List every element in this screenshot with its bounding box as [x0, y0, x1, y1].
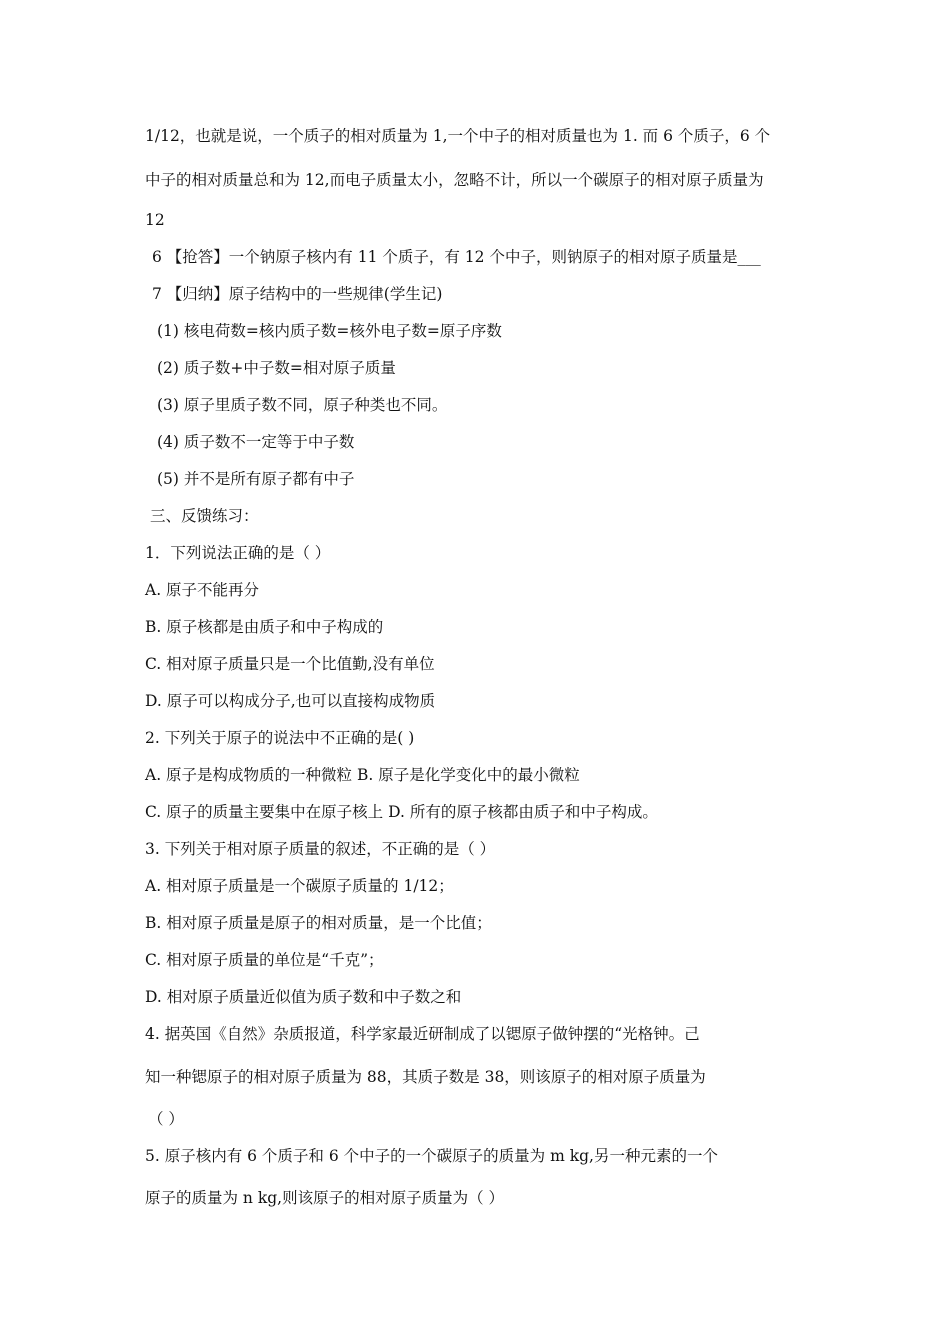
rule-1: (1) 核电荷数=核内质子数=核外电子数=原子序数: [157, 322, 502, 340]
exercise-3-option-a: A. 相对原子质量是一个碳原子质量的 1/12；: [145, 877, 454, 895]
exercise-5-line-1: 5. 原子核内有 6 个质子和 6 个中子的一个碳原子的质量为 m kg,另一种元素的一个: [145, 1147, 718, 1165]
rule-4: (4) 质子数不一定等于中子数: [157, 433, 355, 451]
exercise-2: 2. 下列关于原子的说法中不正确的是( ): [145, 729, 415, 747]
question-6: 6 【抢答】一个钠原子核内有 11 个质子，有 12 个中子，则钠原子的相对原子质量是___: [152, 248, 761, 266]
exercise-4-line-2: 知一种锶原子的相对原子质量为 88，其质子数是 38，则该原子的相对原子质量为: [145, 1068, 706, 1086]
exercise-1-option-c: C. 相对原子质量只是一个比值勤,没有单位: [145, 655, 435, 673]
exercise-3-option-c: C. 相对原子质量的单位是“千克”；: [145, 951, 384, 969]
exercise-2-options-ab: A. 原子是构成物质的一种微粒 B. 原子是化学变化中的最小微粒: [145, 766, 580, 784]
summary-heading: 7 【归纳】原子结构中的一些规律(学生记): [152, 285, 443, 303]
rule-2: (2) 质子数+中子数=相对原子质量: [157, 359, 396, 377]
exercise-1-option-b: B. 原子核都是由质子和中子构成的: [145, 618, 384, 636]
exercise-3-option-d: D. 相对原子质量近似值为质子数和中子数之和: [145, 988, 462, 1006]
rule-3: (3) 原子里质子数不同，原子种类也不同。: [157, 396, 448, 414]
exercise-3: 3. 下列关于相对原子质量的叙述，不正确的是（ ）: [145, 840, 496, 858]
paragraph-line-1: 1/12，也就是说，一个质子的相对质量为 1,一个中子的相对质量也为 1. 而 6 个质子，6 个: [145, 127, 771, 145]
exercise-4-line-1: 4. 据英国《自然》杂质报道，科学家最近研制成了以锶原子做钟摆的“光格钟。己: [145, 1025, 700, 1043]
exercise-4-answer-blank: （ ）: [148, 1110, 184, 1128]
exercise-2-options-cd: C. 原子的质量主要集中在原子核上 D. 所有的原子核都由质子和中子构成。: [145, 803, 658, 821]
paragraph-line-2: 中子的相对质量总和为 12,而电子质量太小，忽略不计，所以一个碳原子的相对原子质量为: [145, 171, 764, 189]
exercise-5-line-2: 原子的质量为 n kg,则该原子的相对原子质量为（ ）: [145, 1189, 505, 1207]
exercise-1-option-a: A. 原子不能再分: [145, 581, 260, 599]
section-heading: 三、反馈练习：: [150, 507, 259, 525]
paragraph-line-3: 12: [145, 211, 165, 229]
exercise-3-option-b: B. 相对原子质量是原子的相对质量，是一个比值；: [145, 914, 492, 932]
exercise-1: 1．下列说法正确的是（ ）: [145, 544, 331, 562]
rule-5: (5) 并不是所有原子都有中子: [157, 470, 355, 488]
exercise-1-option-d: D. 原子可以构成分子,也可以直接构成物质: [145, 692, 436, 710]
